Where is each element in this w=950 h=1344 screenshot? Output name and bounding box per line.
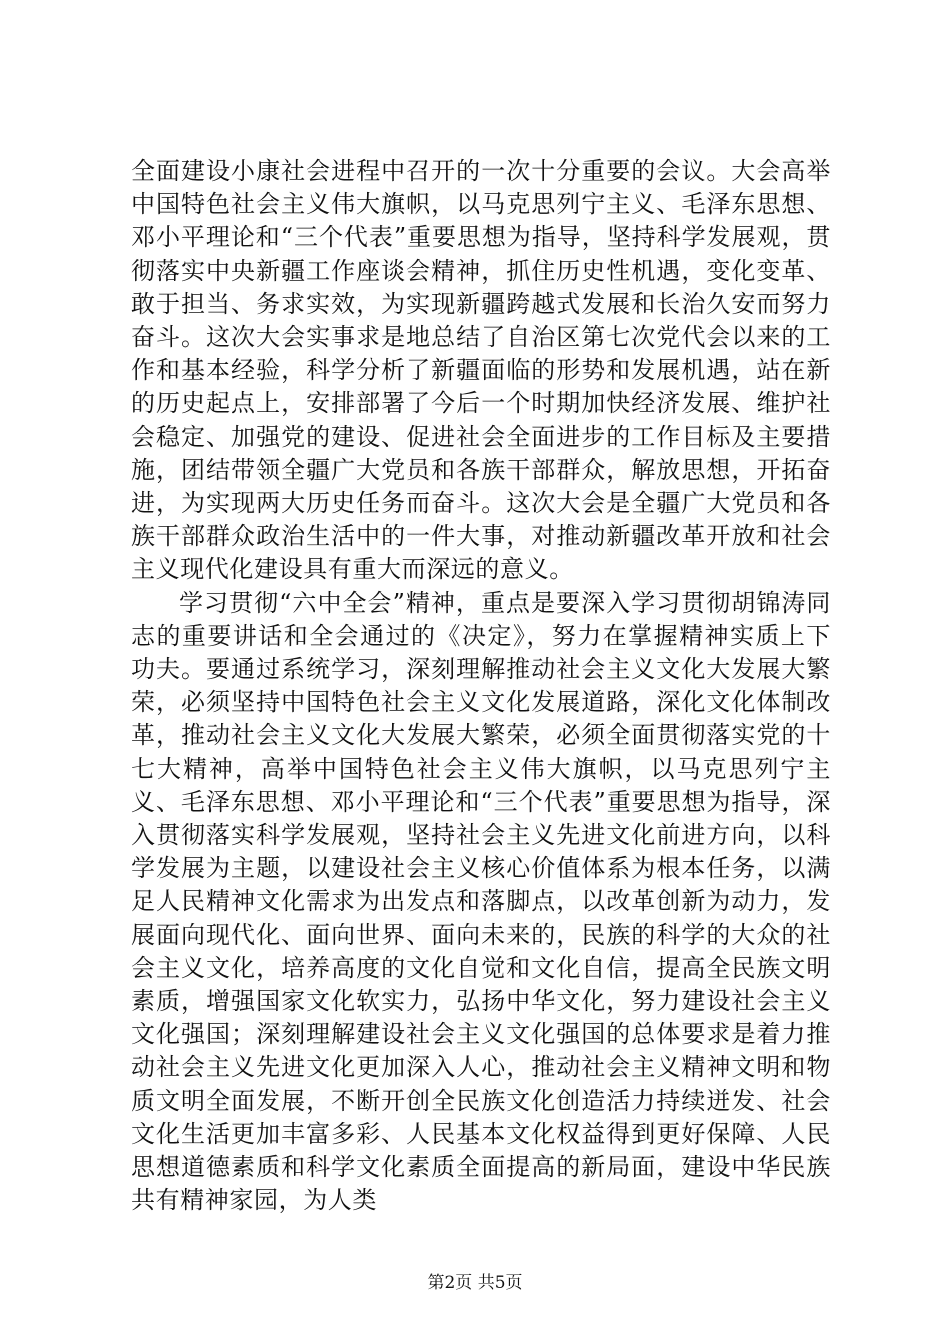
document-body (131, 155, 831, 1218)
paragraph-continued: 全面建设小康社会进程中召开的一次十分重要的会议。大会高举中国特色社会主义伟大旗帜，以马克思列宁主义、毛泽东思想、邓小平理论和“三个代表”重要思想为指导，坚持科学发展观，贯彻落实中央新疆工作座谈会精神，抓住历史性机遇，变化变革、敢于担当、务求实效，为实现新疆跨越式发展和长治久安而努力奋斗。这次大会实事求是地总结了自治区第七次党代会以来的工作和基本经验，科学分析了新疆面临的形势和发展机遇，站在新的历史起点上，安排部署了今后一个时期加快经济发展、维护社会稳定、加强党的建设、促进社会全面进步的工作目标及主要措施，团结带领全疆广大党员和各族干部群众，解放思想，开拓奋进，为实现两大历史任务而奋斗。这次大会是全疆广大党员和各族干部群众政治生活中的一件大事，对推动新疆改革开放和社会主义现代化建设具有重大而深远的意义。 (131, 157, 831, 584)
paragraph-study-plenum: 学习贯彻“六中全会”精神，重点是要深入学习贯彻胡锦涛同志的重要讲话和全会通过的《决定》，努力在掌握精神实质上下功夫。要通过系统学习，深刻理解推动社会主义文化大发展大繁荣，必须坚持中国特色社会主义文化发展道路，深化文化体制改革，推动社会主义文化大发展大繁荣，必须全面贯彻落实党的十七大精神，高举中国特色社会主义伟大旗帜，以马克思列宁主义、毛泽东思想、邓小平理论和“三个代表”重要思想为指导，深入贯彻落实科学发展观，坚持社会主义先进文化前进方向，以科学发展为主题，以建设社会主义核心价值体系为根本任务，以满足人民精神文化需求为出发点和落脚点，以改革创新为动力，发展面向现代化、面向世界、面向未来的，民族的科学的大众的社会主义文化，培养高度的文化自觉和文化自信，提高全民族文明素质，增强国家文化软实力，弘扬中华文化，努力建设社会主义文化强国；深刻理解建设社会主义文化强国的总体要求是着力推动社会主义先进文化更加深入人心，推动社会主义精神文明和物质文明全面发展，不断开创全民族文化创造活力持续迸发、社会文化生活更加丰富多彩、人民基本文化权益得到更好保障、人民思想道德素质和科学文化素质全面提高的新局面，建设中华民族共有精神家园，为人类 (131, 588, 831, 1215)
page-footer: 第2页 共5页 (427, 1273, 523, 1293)
